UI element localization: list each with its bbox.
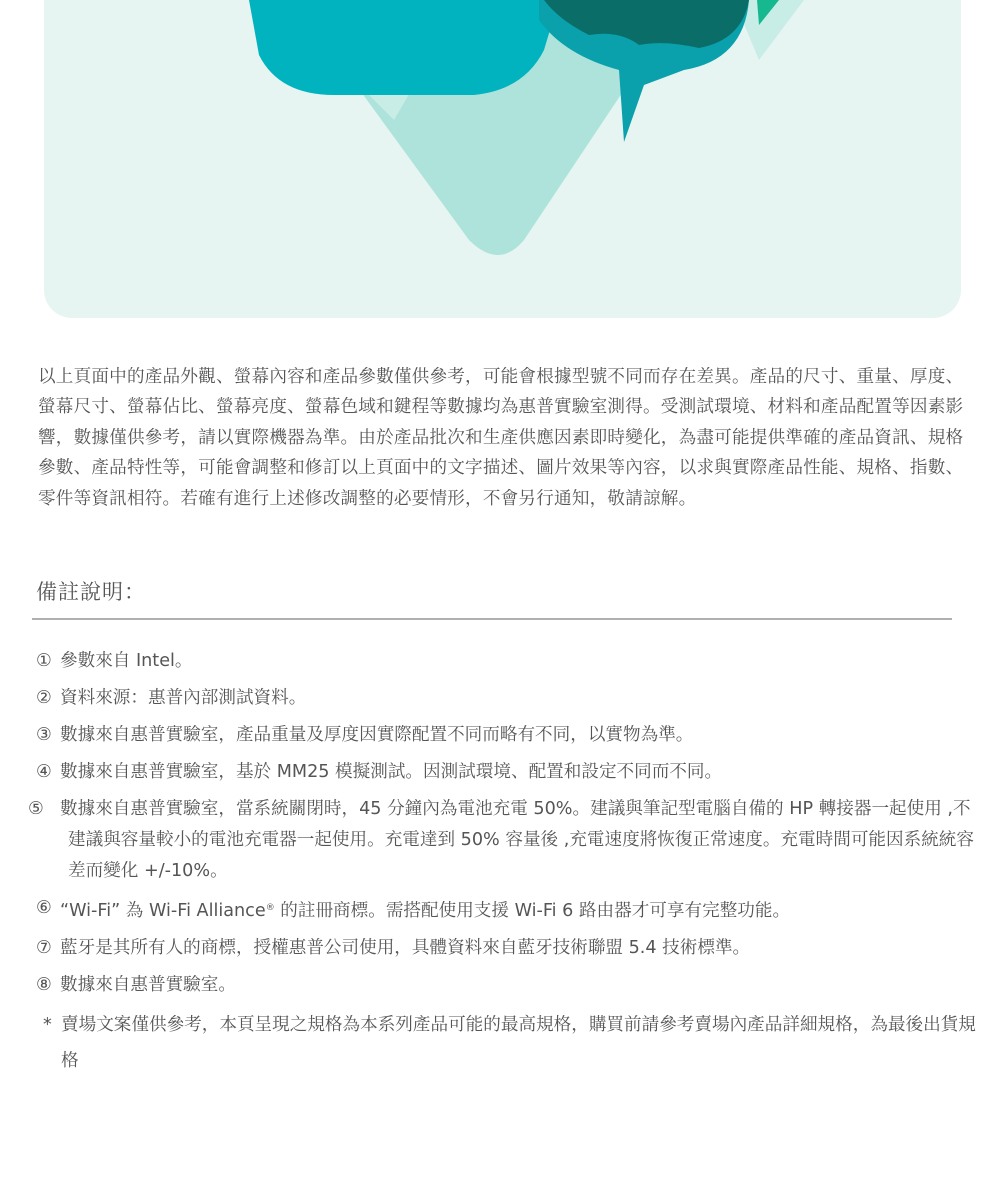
note-text: 數據來自惠普實驗室，產品重量及厚度因實際配置不同而略有不同，以實物為準。 — [60, 725, 694, 745]
divider — [32, 618, 952, 620]
note-number: ① — [36, 651, 52, 671]
note-item — [36, 933, 981, 964]
note-asterisk: * — [43, 1015, 52, 1035]
teal-abstract-graphic — [44, 0, 961, 318]
note-text: 數據來自惠普實驗室，基於 MM25 模擬測試。因測試環境、配置和設定不同而不同。 — [60, 762, 723, 782]
notes-title: 備註說明： — [36, 580, 146, 604]
note-item — [36, 720, 981, 751]
disclaimer-text: 以上頁面中的產品外觀、螢幕內容和產品參數僅供參考，可能會根據型號不同而存在差異。產品的尺寸、重量、厚度、螢幕尺寸、螢幕佔比、螢幕亮度、螢幕色域和鍵程等數據均為惠普實驗室測得。受測試環境、材料和產品配置等因素影響，數據僅供參考，請以實際機器為準。由於產品批次和生產供應因素即時變化，為盡可能提供準確的產品資訊、規格參數、產品特性等，可能會調整和修訂以上頁面中的文字描述、圖片效果等內容，以求與實際產品性能、規格、指數、零件等資訊相符。若確有進行上述修改調整的必要情形，不會另行通知，敬請諒解。 — [38, 367, 964, 509]
note-item — [36, 646, 981, 677]
note-text: 資料來源：惠普內部測試資料。 — [60, 688, 307, 708]
note-item — [36, 757, 981, 788]
note-text: 數據來自惠普實驗室，當系統關閉時，45 分鐘內為電池充電 50%。建議與筆記型電腦自備的 HP 轉接器一起使用 ,不建議與容量較小的電池充電器一起使用。充電達到 50% 容量後 ,充電速度將恢復正常速度。充電時間可能因系統統容差而變化 +/-10%。 — [60, 799, 974, 881]
note-item — [36, 893, 981, 927]
registered-mark: ® — [265, 903, 275, 913]
note-text: 數據來自惠普實驗室。 — [60, 975, 236, 995]
note-number: ⑥ — [36, 898, 52, 918]
note-number: ⑧ — [36, 975, 52, 995]
note-item — [36, 1007, 981, 1079]
note-item — [36, 683, 981, 714]
hero-graphic — [44, 0, 961, 318]
note-text-pre: “Wi-Fi” 為 Wi-Fi Alliance — [60, 901, 266, 921]
note-text: 參數來自 Intel。 — [60, 651, 193, 671]
note-number: ② — [36, 688, 52, 708]
note-number: ⑦ — [36, 938, 52, 958]
note-number: ③ — [36, 725, 52, 745]
note-item — [36, 970, 981, 1001]
note-number: ⑤ — [28, 799, 44, 819]
note-number: ④ — [36, 762, 52, 782]
note-item — [28, 794, 981, 887]
note-text: 藍牙是其所有人的商標，授權惠普公司使用，具體資料來自藍牙技術聯盟 5.4 技術標準。 — [60, 938, 751, 958]
notes-list — [28, 646, 981, 1085]
note-text-post: 的註冊商標。需搭配使用支援 Wi-Fi 6 路由器才可享有完整功能。 — [274, 901, 791, 921]
note-text: 賣場文案僅供參考，本頁呈現之規格為本系列產品可能的最高規格，購買前請參考賣場內產品詳細規格，為最後出貨規格 — [61, 1015, 976, 1071]
teal-bubble-shape — [249, 0, 559, 95]
